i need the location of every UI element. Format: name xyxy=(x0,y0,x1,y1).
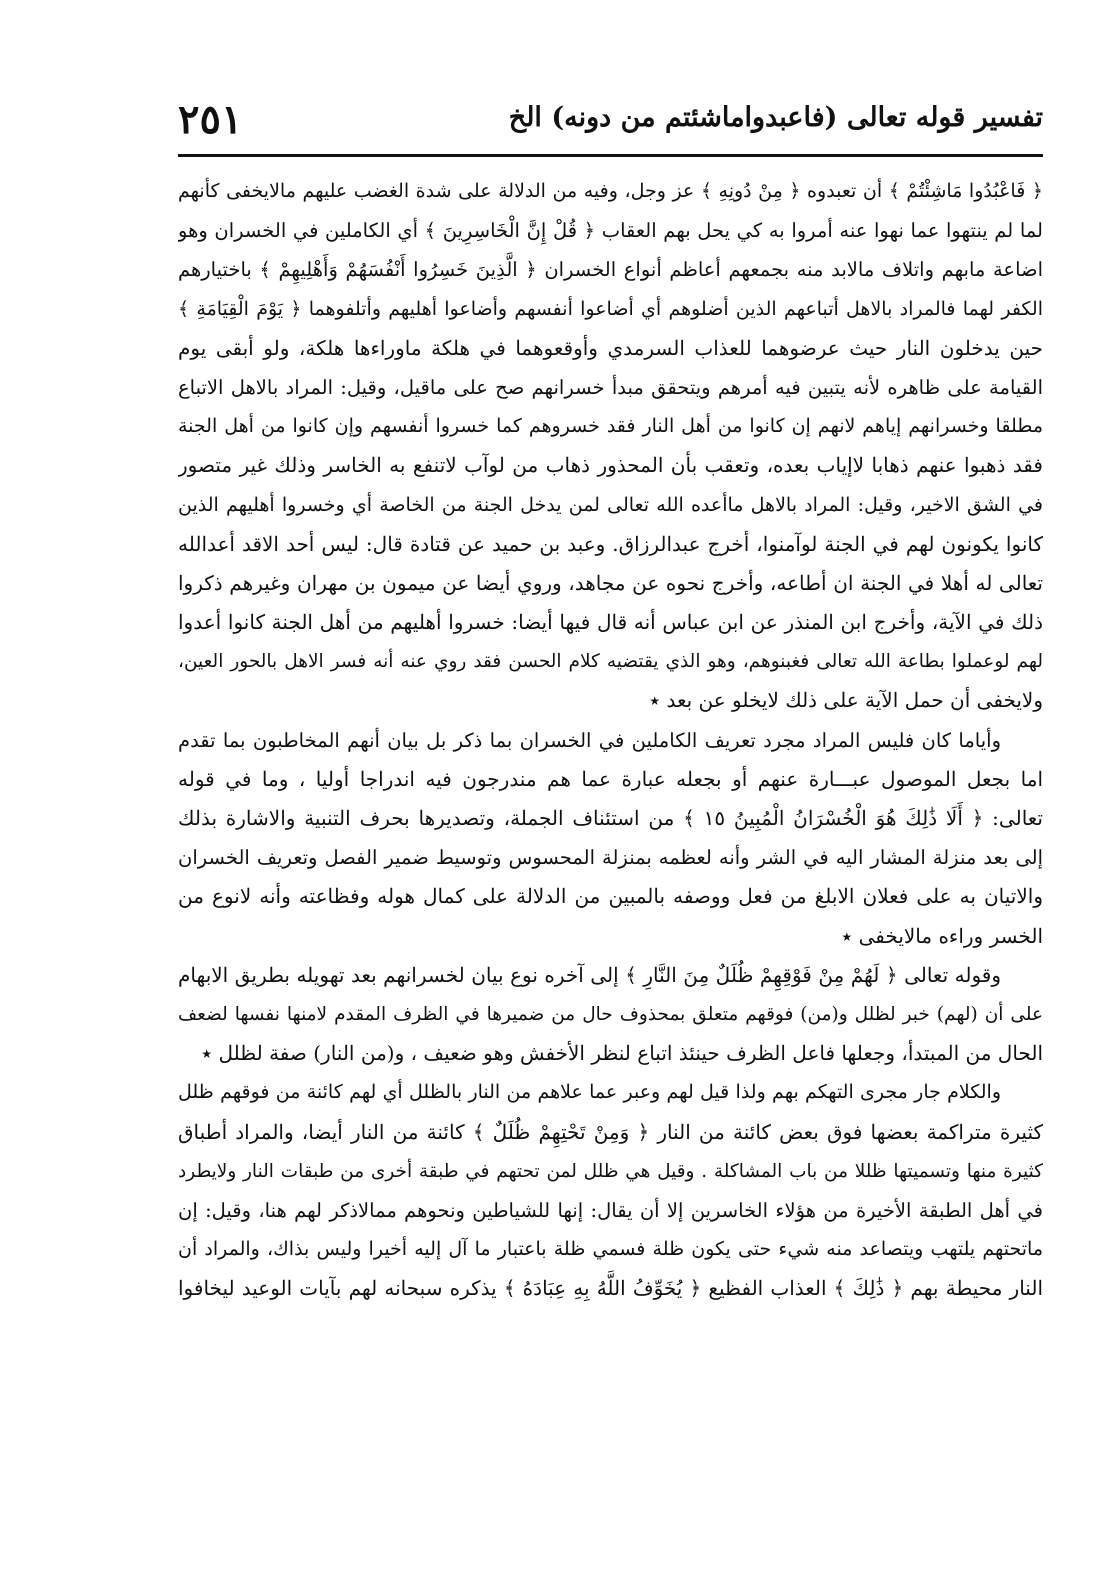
text-line: النار محيطة بهم ﴿ ذَٰلِكَ ﴾ العذاب الفظيع ﴿ يُخَوِّفُ اللَّهُ بِهِ عِبَادَهُ ﴾ يذكره سبحانه لهم بآيات الوعيد ليخافوا xyxy=(178,1276,1043,1301)
text-line: فقد ذهبوا عنهم ذهابا لاإياب بعده، وتعقب بأن المحذور ذهاب من لوآب لاتنفع به الخاسر وذلك غير متصور xyxy=(178,453,1043,478)
text-line: ﴿ فَاعْبُدُوا مَاشِئْتُمْ ﴾ أن تعبدوه ﴿ مِنْ دُونِهِ ﴾ عز وجل، وفيه من الدلالة على شدة الغضب عليهم مالايخفى كأنهم xyxy=(178,180,1043,202)
text-line: على أن (لهم) خبر لظلل و(من) فوقهم متعلق بمحذوف حال من ضميرها في الظرف المقدم لامنها نفسها لضعف xyxy=(178,1003,1043,1025)
header-rule xyxy=(178,154,1043,157)
text-line: الحال من المبتدأ، وجعلها فاعل الظرف حينئذ اتباع لنظر الأخفش وهو ضعيف ، و(من النار) صفة لظلل ٭ xyxy=(201,1041,1043,1066)
text-line: في أهل الطبقة الأخيرة من هؤلاء الخاسرين إلا أن يقال: إنها للشياطين ونحوهم ممالاذكر لهم هنا، وقيل: إن xyxy=(178,1198,1043,1222)
text-line: مطلقا وخسرانهم إياهم لانهم إن كانوا من أهل النار فقد خسروهم كما خسروا أنفسهم وإن كانوا من أهل الجنة xyxy=(178,415,1043,438)
page-header xyxy=(178,96,1043,154)
body-text xyxy=(178,172,1043,1308)
text-line: إلى بعد منزلة المشار اليه في الشر وأنه لعظمه بمنزلة المحسوس وتوسيط ضمير الفصل وتعريف الخسران xyxy=(178,846,1043,870)
running-title: تفسير قوله تعالى (فاعبدواماشئتم من دونه) الخ xyxy=(508,102,1043,133)
text-line: ولايخفى أن حمل الآية على ذلك لايخلو عن بعد ٭ xyxy=(649,688,1043,713)
text-line: والاتيان به على فعلان الابلغ من فعل ووصفه بالمبين من الدلالة على كمال هوله وفظاعته وأنه لانوع من xyxy=(178,884,1043,909)
text-line: القيامة على ظاهره لأنه يتبين فيه أمرهم ويتحقق مبدأ خسرانهم صح على ماقيل، وقيل: المراد بالاهل الاتباع xyxy=(178,375,1043,399)
text-line: تعالى له أهلا في الجنة ان أطاعه، وأخرج نحوه عن مجاهد، وروي أيضا عن ميمون بن مهران وغيرهم ذكروا xyxy=(178,570,1043,595)
text-line: في الشق الاخير، وقيل: المراد بالاهل ماأعده الله تعالى لمن يدخل الجنة من الخاصة أي وخسروا أهليهم الذين xyxy=(178,493,1043,516)
text-line: اضاعة مابهم واتلاف مالابد منه بجمعهم أعاظم أنواع الخسران ﴿ الَّذِينَ خَسِرُوا أَنْفُسَهُمْ وَأَهْلِيهِمْ ﴾ باختيارهم xyxy=(178,258,1043,282)
text-line: ذلك في الآية، وأخرج ابن المنذر عن ابن عباس أنه قال فيها أيضا: خسروا أهليهم من أهل الجنة كانوا أعدوا xyxy=(178,610,1043,635)
text-line: تعالى: ﴿ أَلَا ذَٰلِكَ هُوَ الْخُسْرَانُ الْمُبِينُ ١٥ ﴾ من استئناف الجملة، وتصديرها بحرف التنبية والاشارة بذلك xyxy=(178,806,1043,830)
text-line: لما لم ينتهوا عما نهوا عنه أمروا به كي يحل بهم العقاب ﴿ قُلْ إِنَّ الْخَاسِرِينَ ﴾ أي الكاملين في الخسران وهو xyxy=(178,219,1043,243)
text-line: لهم لوعملوا بطاعة الله تعالى فغبنوهم، وهو الذي يقتضيه كلام الحسن فقد روي عنه أنه فسر الاهل بالحور العين، xyxy=(178,651,1043,673)
text-line: كثيرة منها وتسميتها ظللا من باب المشاكلة . وقيل هي ظلل لمن تحتهم في طبقة أخرى من طبقات النار ولايطرد xyxy=(178,1160,1043,1182)
text-line: ماتحتهم يلتهب ويتصاعد منه شيء حتى يكون ظلة فسمي ظلة باعتبار ما آل إليه أخيرا وليس بذاك، والمراد أن xyxy=(178,1238,1043,1261)
text-line: والكلام جار مجرى التهكم بهم ولذا قيل لهم وعبر عما علاهم من النار بالظلل أي لهم كائنة من فوقهم ظلل xyxy=(178,1081,1001,1104)
text-line: وقوله تعالى ﴿ لَهُمْ مِنْ فَوْقِهِمْ ظُلَلٌ مِنَ النَّارِ ﴾ إلى آخره نوع بيان لخسرانهم بعد تهويله بطريق الابهام xyxy=(178,962,1001,987)
text-line: الخسر وراءه مالايخفى ٭ xyxy=(841,923,1043,948)
text-line: كثيرة متراكمة بعضها فوق بعض كائنة من النار ﴿ وَمِنْ تَحْتِهِمْ ظُلَلٌ ﴾ كائنة من النار أيضا، والمراد أطباق xyxy=(178,1119,1043,1144)
text-line: كانوا يكونون لهم في الجنة لوآمنوا، أخرج عبدالرزاق. وعبد بن حميد عن قتادة قال: ليس أحد الاقد أعدالله xyxy=(178,531,1043,556)
text-line: حين يدخلون النار حيث عرضوهما للعذاب السرمدي وأوقعوهما في هلكة ماوراءها هلكة، ولو أبقى يوم xyxy=(178,335,1043,360)
page-number: ٢٥١ xyxy=(178,96,243,143)
text-line: وأياما كان فليس المراد مجرد تعريف الكاملين في الخسران بما ذكر بل بيان أنهم المخاطبون بما تقدم xyxy=(178,728,1001,752)
text-line: الكفر لهما فالمراد بالاهل أتباعهم الذين أضلوهم أي أضاعوا أنفسهم وأضاعوا أهليهم وأتلفوهما ﴿ يَوْمَ الْقِيَامَةِ ﴾ xyxy=(178,297,1043,320)
text-line: اما بجعل الموصول عبـــارة عنهم أو بجعله عبارة عما هم مندرجون فيه اندراجا أوليا ، وما في قوله xyxy=(178,766,1043,791)
